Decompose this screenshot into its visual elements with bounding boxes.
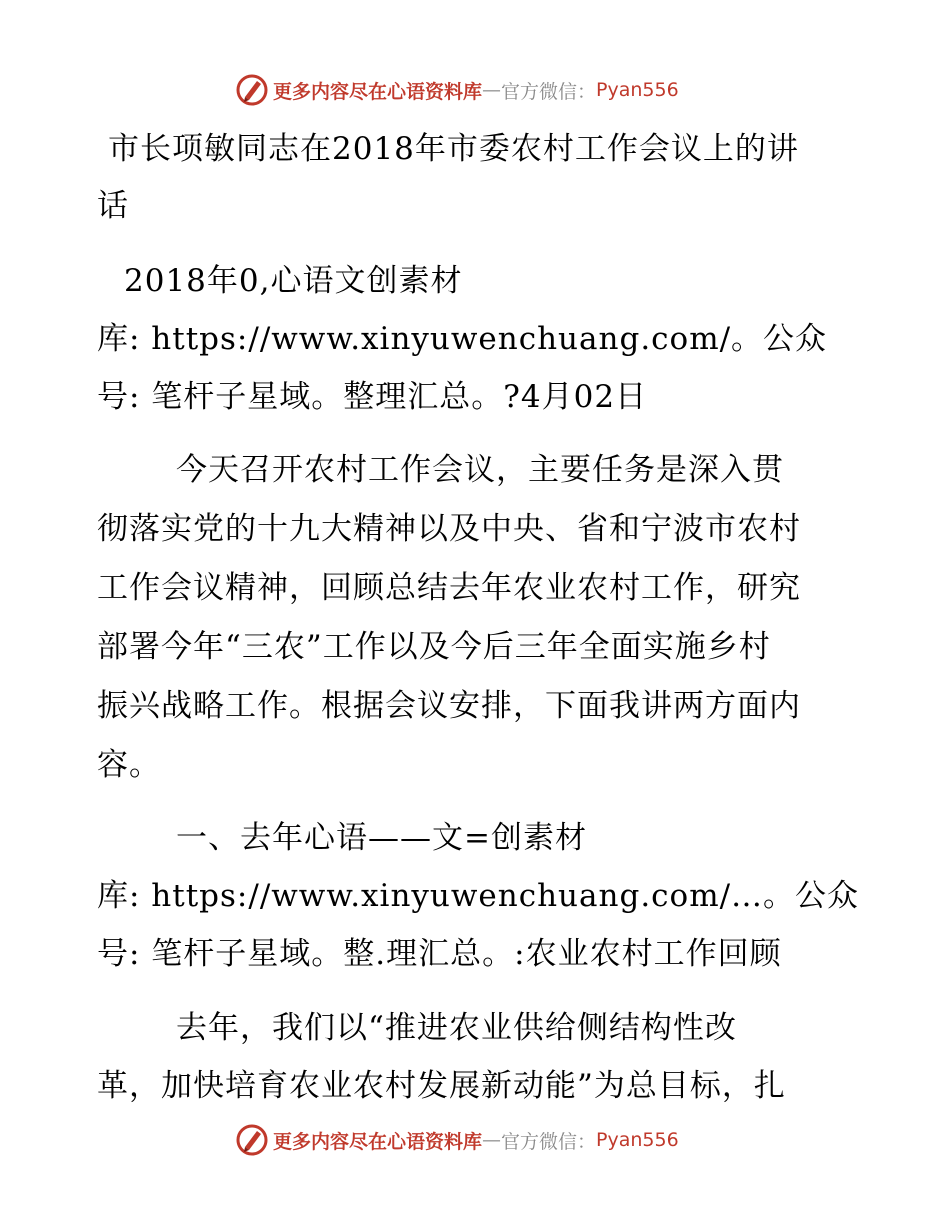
watermark-separator: — xyxy=(482,79,502,101)
title-line-1: 市长项敏同志在2018年市委农村工作会议上的讲 xyxy=(108,131,799,167)
watermark-footer xyxy=(235,1122,679,1158)
watermark-id: Pyan556 xyxy=(596,1129,679,1151)
watermark-label: 官方微信： xyxy=(501,80,597,103)
watermark-separator: — xyxy=(482,1129,502,1151)
watermark-text: 更多内容尽在心语资料库 xyxy=(273,1130,483,1153)
paragraph-1-line-2: 彻落实党的十九大精神以及中央、省和宁波市农村 xyxy=(97,511,801,547)
paragraph-2-line-2: 革，加快培育农业农村发展新动能”为总目标，扎 xyxy=(97,1068,786,1104)
paragraph-1-line-1: 今天召开农村工作会议，主要任务是深入贯 xyxy=(176,452,784,488)
title-line-2: 话 xyxy=(97,188,129,224)
paragraph-1-line-5: 振兴战略工作。根据会议安排，下面我讲两方面内 xyxy=(97,688,801,724)
meta-line-3: 号: 笔杆子星域。整理汇总。?4月02日 xyxy=(97,379,648,415)
section-1-line-1: 一、去年心语——文=创素材 xyxy=(176,820,587,856)
section-1-line-2: 库: https://www.xinyuwenchuang.com/…。公众 xyxy=(97,878,860,914)
paragraph-2-line-1: 去年，我们以“推进农业供给侧结构性改 xyxy=(176,1010,737,1046)
watermark-header xyxy=(235,72,679,108)
watermark-text: 更多内容尽在心语资料库 xyxy=(273,80,483,103)
paragraph-1-line-4: 部署今年“三农”工作以及今后三年全面实施乡村 xyxy=(97,629,771,665)
pen-logo-icon xyxy=(235,73,269,107)
pen-logo-icon xyxy=(235,1123,269,1157)
paragraph-1-line-6: 容。 xyxy=(97,747,161,783)
watermark-label: 官方微信： xyxy=(501,1130,597,1153)
meta-line-2: 库: https://www.xinyuwenchuang.com/。公众 xyxy=(97,321,828,357)
section-1-line-3: 号: 笔杆子星域。整.理汇总。:农业农村工作回顾 xyxy=(97,936,782,972)
watermark-id: Pyan556 xyxy=(596,79,679,101)
meta-line-1: 2018年0,心语文创素材 xyxy=(124,263,463,299)
paragraph-1-line-3: 工作会议精神，回顾总结去年农业农村工作，研究 xyxy=(97,570,801,606)
